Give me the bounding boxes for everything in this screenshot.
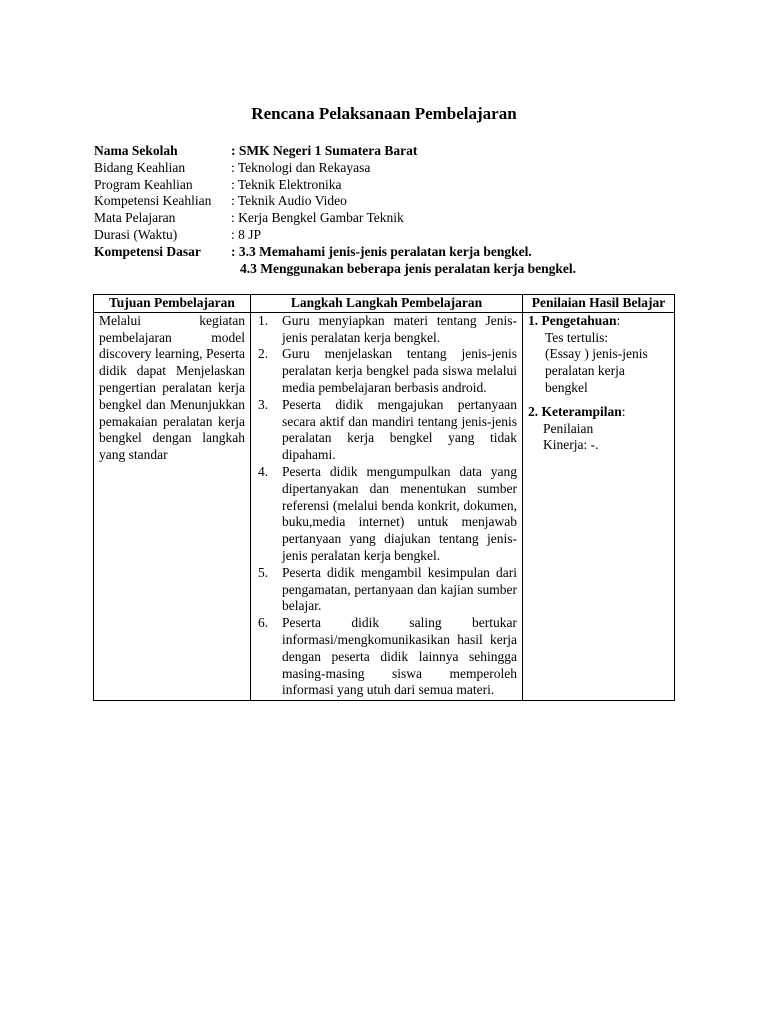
assessment-heading: 1. Pengetahuan: (528, 312, 621, 328)
assessment-skills (528, 404, 669, 454)
document-title: Rencana Pelaksanaan Pembelajaran (251, 104, 517, 123)
learning-plan-table (93, 294, 675, 701)
assessment-line: Kinerja: -. (543, 437, 599, 453)
list-item (256, 464, 517, 565)
tujuan-cell: Melalui kegiatan pembelajaran model discovery learning, Peserta didik dapat Menjelaskan pengertian peralatan kerja bengkel dan Menunjukkan pemakaian peralatan kerja bengkel dengan langkah yang standar (94, 312, 251, 700)
info-label: Kompetensi Keahlian (94, 193, 212, 209)
step-text: Peserta didik saling bertukar informasi/mengkomunikasikan hasil kerja dengan peserta didik lainnya sehingga masing-masing siswa memperoleh informasi yang utuh dari semua materi. (282, 615, 517, 698)
step-text: Peserta didik mengambil kesimpulan dari pengamatan, pertanyaan dan kajian sumber belajar. (282, 564, 517, 614)
info-row-bidang-keahlian (94, 160, 576, 177)
table-row (94, 312, 675, 700)
info-label: Bidang Keahlian (94, 159, 186, 175)
list-item (256, 313, 517, 347)
step-number: 4. (258, 463, 269, 479)
identity-block (94, 143, 576, 277)
info-row-program-keahlian (94, 177, 576, 194)
step-number: 1. (258, 312, 269, 328)
assessment-heading: 2. Keterampilan: (528, 403, 626, 419)
list-item (256, 565, 517, 615)
header-langkah: Langkah Langkah Pembelajaran (251, 295, 523, 313)
step-number: 3. (258, 396, 269, 412)
info-value: : 3.3 Memahami jenis-jenis peralatan kerja bengkel. (231, 243, 532, 259)
step-number: 5. (258, 564, 269, 580)
info-label: Program Keahlian (94, 176, 193, 192)
step-number: 2. (258, 346, 269, 362)
info-row-mata-pelajaran (94, 210, 576, 227)
step-text: Peserta didik mengajukan pertanyaan secara aktif dan mandiri tentang jenis-jenis peralatan kerja bengkel yang tidak dipahami. (282, 396, 517, 463)
kompetensi-dasar-continuation: 4.3 Menggunakan beberapa jenis peralatan kerja bengkel. (240, 260, 577, 276)
info-value: : SMK Negeri 1 Sumatera Barat (231, 143, 418, 158)
info-label: Nama Sekolah (94, 143, 178, 158)
info-value: : Teknik Elektronika (231, 176, 342, 192)
step-text: Guru menjelaskan tentang jenis-jenis peralatan kerja bengkel pada siswa melalui media pembelajaran berbasis android. (282, 346, 517, 395)
assessment-knowledge (528, 313, 669, 397)
assessment-line: Tes tertulis: (545, 329, 609, 345)
info-value: : Teknologi dan Rekayasa (231, 159, 371, 175)
info-row-nama-sekolah (94, 143, 576, 160)
assessment-line: peralatan kerja (545, 363, 625, 379)
info-row-kompetensi-keahlian (94, 193, 576, 210)
langkah-cell (251, 312, 523, 700)
list-item (256, 346, 517, 396)
step-text: Guru menyiapkan materi tentang Jenis-jenis peralatan kerja bengkel. (282, 312, 517, 345)
info-label: Mata Pelajaran (94, 210, 176, 226)
table-header-row (94, 295, 675, 313)
header-penilaian: Penilaian Hasil Belajar (523, 295, 675, 313)
steps-list (256, 313, 517, 699)
step-number: 6. (258, 615, 269, 631)
penilaian-cell (523, 312, 675, 700)
info-row-kompetensi-dasar (94, 244, 576, 261)
info-value: : Kerja Bengkel Gambar Teknik (231, 210, 404, 226)
list-item (256, 397, 517, 464)
info-value: : Teknik Audio Video (231, 193, 347, 209)
assessment-line: (Essay ) jenis-jenis (545, 346, 648, 362)
info-value: : 8 JP (231, 226, 262, 242)
info-row-durasi (94, 227, 576, 244)
assessment-line: bengkel (545, 379, 588, 395)
info-label: Kompetensi Dasar (94, 243, 201, 259)
info-label: Durasi (Waktu) (94, 226, 178, 242)
assessment-line: Penilaian (543, 420, 594, 436)
header-tujuan: Tujuan Pembelajaran (94, 295, 251, 313)
step-text: Peserta didik mengumpulkan data yang dipertanyakan dan menentukan sumber referensi (melalui benda konkrit, dokumen, buku,media internet) untuk menjawab pertanyaan yang diajukan tentang jenis-jenis peralatan kerja bengkel. (282, 463, 517, 563)
list-item (256, 615, 517, 699)
